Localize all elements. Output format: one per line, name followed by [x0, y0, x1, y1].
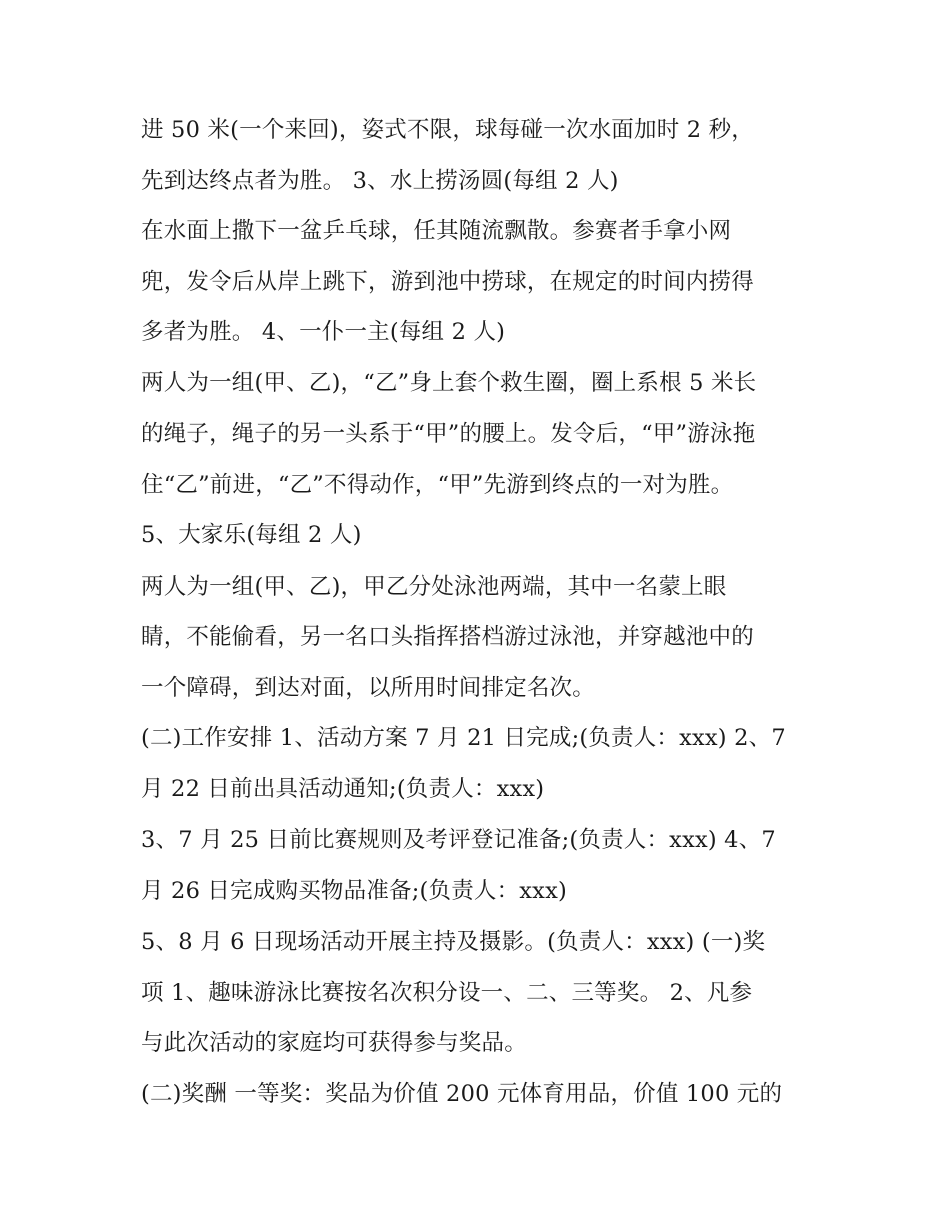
text-line: 3、7 月 25 日前比赛规则及考评登记准备;(负责人：xxx) 4、7: [141, 827, 776, 853]
text-line: 在水面上撒下一盆乒乓球，任其随流飘散。参赛者手拿小网: [141, 218, 732, 244]
text-line: 进 50 米(一个来回)，姿式不限，球每碰一次水面加时 2 秒，: [141, 117, 755, 143]
text-line: 多者为胜。 4、一仆一主(每组 2 人): [141, 319, 506, 345]
text-line: 兜，发令后从岸上跳下，游到池中捞球，在规定的时间内捞得: [141, 269, 754, 295]
text-line: 睛，不能偷看，另一名口头指挥搭档游过泳池，并穿越池中的: [141, 624, 754, 650]
text-line: 住“乙”前进，“乙”不得动作，“甲”先游到终点的一对为胜。: [141, 472, 734, 498]
text-line: 两人为一组(甲、乙)，甲乙分处泳池两端，其中一名蒙上眼: [141, 574, 727, 600]
text-line: 先到达终点者为胜。 3、水上捞汤圆(每组 2 人): [141, 168, 619, 194]
text-line: 一个障碍，到达对面，以所用时间排定名次。: [141, 675, 596, 701]
text-line: (二)奖酬 一等奖：奖品为价值 200 元体育用品，价值 100 元的: [141, 1081, 783, 1107]
text-line: 两人为一组(甲、乙)，“乙”身上套个救生圈，圈上系根 5 米长: [141, 370, 757, 396]
text-line: 5、8 月 6 日现场活动开展主持及摄影。(负责人：xxx) (一)奖: [141, 929, 766, 955]
text-line: 月 22 日前出具活动通知;(负责人：xxx): [141, 776, 545, 802]
text-line: 与此次活动的家庭均可获得参与奖品。: [141, 1030, 527, 1056]
text-line: (二)工作安排 1、活动方案 7 月 21 日完成;(负责人：xxx) 2、7: [141, 725, 786, 751]
text-line: 的绳子，绳子的另一头系于“甲”的腰上。发令后，“甲”游泳拖: [141, 421, 756, 447]
text-line: 项 1、趣味游泳比赛按名次积分设一、二、三等奖。 2、凡参: [141, 980, 753, 1006]
text-line: 5、大家乐(每组 2 人): [141, 522, 362, 548]
text-line: 月 26 日完成购买物品准备;(负责人：xxx): [141, 878, 567, 904]
